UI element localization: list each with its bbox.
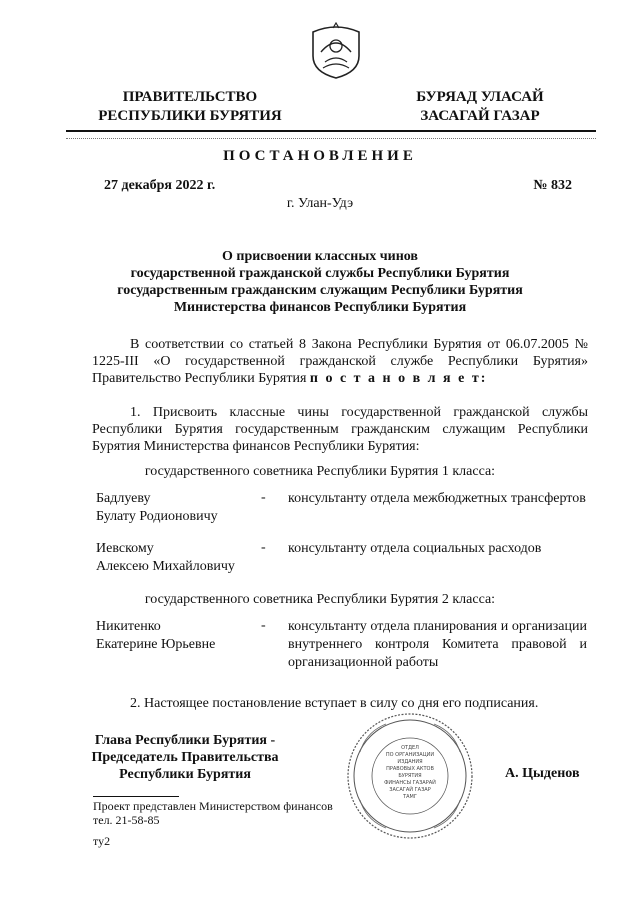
signatory-title-line: Глава Республики Бурятия - (94, 733, 276, 748)
header-divider (66, 130, 596, 132)
heading-line: О присвоении классных чинов (222, 249, 418, 264)
stamp-line: ТАМГ (403, 794, 417, 800)
person-position: консультанту отдела планирования и организации внутреннего контроля Комитета правовой и организационной работы (288, 619, 587, 670)
stamp-line: БУРЯТИЯ (398, 773, 422, 779)
surname: Иевскому (96, 541, 154, 556)
person-name (96, 618, 266, 654)
surname: Никитенко (96, 619, 161, 634)
stamp-line: ПРАВОВЫХ АКТОВ (386, 766, 434, 772)
item-2-paragraph: 2. Настоящее постановление вступает в силу со дня его подписания. (130, 696, 539, 711)
issuer-line: ЗАСАГАЙ ГАЗАР (420, 108, 540, 124)
stamp-line: ЗАСАГАЙ ГАЗАР (389, 787, 431, 793)
signatory-title-line: Председатель Правительства (91, 750, 279, 765)
preamble-text: В соответствии со статьей 8 Закона Республики Бурятия от 06.07.2005 № 1225-III «О государственной гражданской службе Республики Бурятия» Правительство Республики Бурятия (92, 337, 588, 386)
footnote-line: Проект представлен Министерством финансов (93, 799, 333, 813)
person-name (96, 490, 266, 526)
header-dotted-divider (66, 138, 596, 139)
dash-separator: - (261, 490, 266, 505)
footnote (93, 799, 333, 827)
resolves-word: п о с т а н о в л я е т: (309, 371, 488, 386)
issuer-name-russian (80, 88, 300, 126)
footnote-line: тел. 21-58-85 (93, 813, 160, 827)
issuer-line: ПРАВИТЕЛЬСТВО (122, 89, 258, 105)
dash-separator: - (261, 618, 266, 633)
person-name (96, 540, 266, 576)
rank-heading: государственного советника Республики Бурятия 1 класса: (144, 464, 496, 479)
document-heading (100, 248, 540, 316)
signatory-title (80, 732, 290, 783)
item-1-paragraph: 1. Присвоить классные чины государственной гражданской службы Республики Бурятия государственным гражданским служащим Республики Бурятия Министерства финансов Республики Бурятия: (92, 405, 588, 454)
coat-of-arms-icon (307, 22, 365, 80)
surname: Бадлуеву (96, 491, 151, 506)
document-date: 27 декабря 2022 г. (104, 178, 216, 193)
official-stamp-icon (346, 712, 474, 840)
dash-separator: - (261, 540, 266, 555)
stamp-line: ИЗДАНИЯ (397, 759, 423, 765)
issuer-name-buryat (385, 88, 575, 126)
heading-line: государственной гражданской службы Республики Бурятия (130, 266, 510, 281)
document-code: ту2 (93, 834, 111, 848)
given-names: Булату Родионовичу (96, 509, 218, 524)
footnote-rule (93, 796, 179, 797)
person-position: консультанту отдела социальных расходов (288, 541, 542, 556)
document-number: № 832 (533, 178, 572, 193)
issuer-line: БУРЯАД УЛАСАЙ (416, 89, 544, 105)
preamble-paragraph (92, 336, 588, 387)
heading-line: Министерства финансов Республики Бурятия (173, 300, 467, 315)
heading-line: государственным гражданским служащим Республики Бурятия (117, 283, 523, 298)
stamp-line: ОТДЕЛ (401, 745, 419, 751)
document-city: г. Улан-Удэ (286, 196, 354, 211)
stamp-line: ПО ОРГАНИЗАЦИИ (385, 752, 435, 758)
signatory-name: А. Цыденов (505, 766, 580, 781)
person-position: консультанту отдела межбюджетных трансфертов (288, 491, 586, 506)
document-title: ПОСТАНОВЛЕНИЕ (223, 148, 417, 164)
given-names: Екатерине Юрьевне (96, 637, 216, 652)
signatory-title-line: Республики Бурятия (119, 767, 251, 782)
given-names: Алексею Михайловичу (96, 559, 235, 574)
issuer-line: РЕСПУБЛИКИ БУРЯТИЯ (98, 108, 282, 124)
stamp-line: ФИНАНСЫ ГАЗАРАЙ (384, 780, 436, 786)
rank-heading: государственного советника Республики Бурятия 2 класса: (144, 592, 496, 607)
